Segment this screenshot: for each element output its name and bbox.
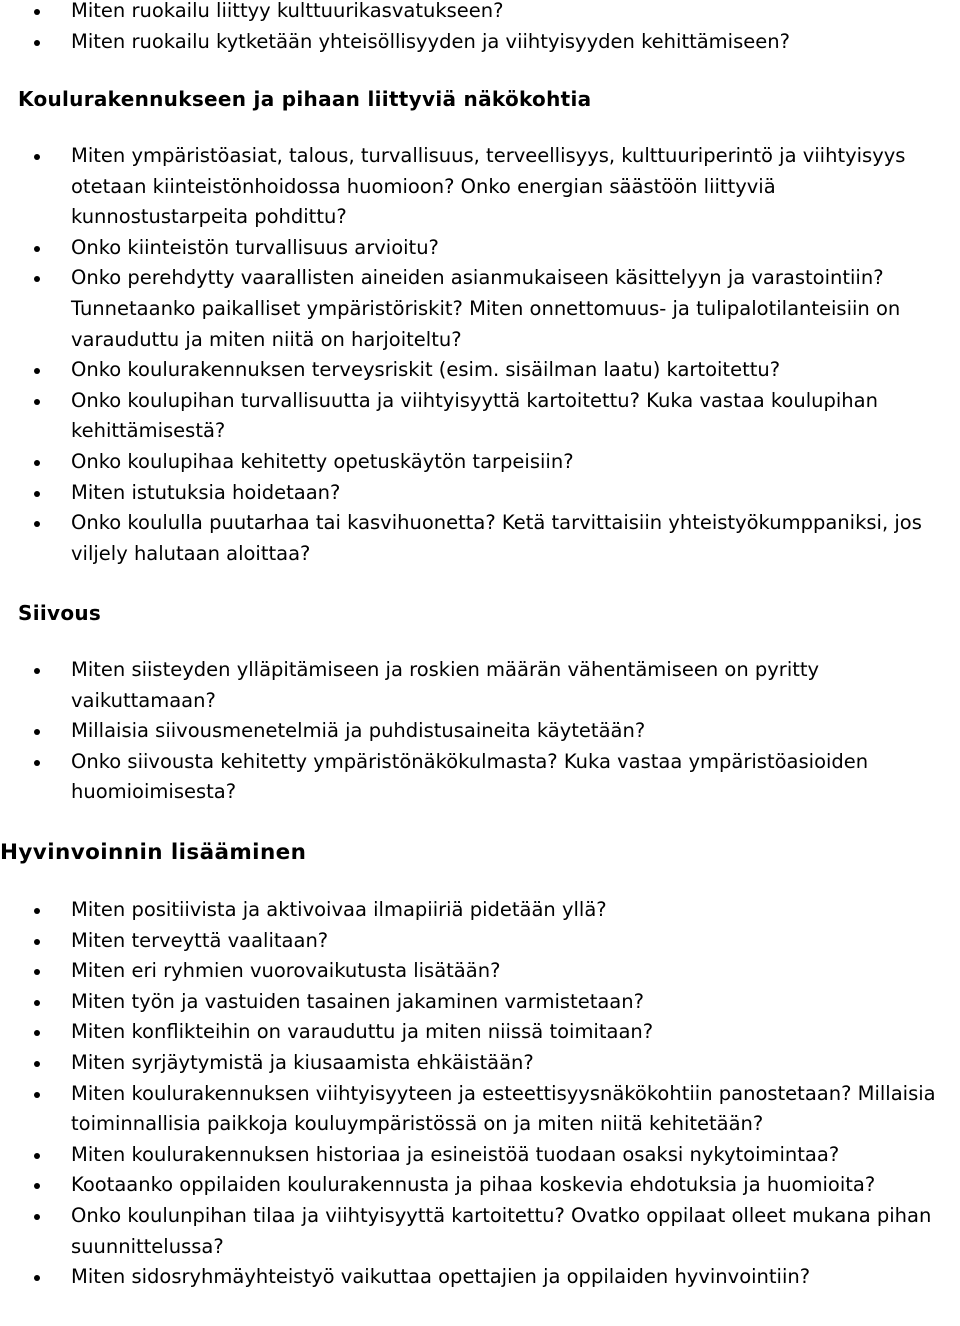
list-item-text: Kootaanko oppilaiden koulurakennusta ja pihaa koskevia ehdotuksia ja huomioita? xyxy=(71,1173,876,1197)
list-item-text: Onko koululla puutarhaa tai kasvihuonetta? Ketä tarvittaisiin yhteistyökumppaniksi, jos viljely halutaan aloittaa? xyxy=(71,511,922,565)
wellbeing-question-list xyxy=(0,895,960,1293)
list-item-text: Miten työn ja vastuiden tasainen jakaminen varmistetaan? xyxy=(71,989,644,1013)
bullet-icon xyxy=(34,399,40,405)
bullet-icon xyxy=(34,246,40,252)
list-item xyxy=(0,747,951,808)
list-item-text: Miten koulurakennuksen historiaa ja esineistöä tuodaan osaksi nykytoimintaa? xyxy=(71,1142,840,1166)
list-item-text: Millaisia siivousmenetelmiä ja puhdistusaineita käytetään? xyxy=(71,719,646,743)
bullet-icon xyxy=(34,1000,40,1006)
list-item xyxy=(0,355,951,386)
list-item xyxy=(0,987,951,1018)
list-item xyxy=(0,1140,951,1171)
list-item xyxy=(0,478,951,509)
section-heading-wellbeing: Hyvinvoinnin lisääminen xyxy=(0,840,307,865)
bullet-icon xyxy=(34,1214,40,1220)
list-item-text: Onko perehdytty vaarallisten aineiden asianmukaiseen käsittelyyn ja varastointiin? Tunnetaanko paikalliset ympäristöriskit? Miten onnettomuus- ja tulipalotilanteisiin on varauduttu ja miten niitä on harjoiteltu? xyxy=(71,266,901,351)
list-item-text: Miten syrjäytymistä ja kiusaamista ehkäistään? xyxy=(71,1050,534,1074)
bullet-icon xyxy=(34,154,40,160)
bullet-icon xyxy=(34,368,40,374)
list-item xyxy=(0,27,951,58)
list-item xyxy=(0,895,951,926)
bullet-icon xyxy=(34,908,40,914)
building-question-list xyxy=(0,141,960,569)
bullet-icon xyxy=(34,1183,40,1189)
list-item xyxy=(0,716,951,747)
list-item-text: Miten ruokailu liittyy kulttuurikasvatukseen? xyxy=(71,0,504,22)
bullet-icon xyxy=(34,668,40,674)
bullet-icon xyxy=(34,1153,40,1159)
list-item xyxy=(0,1017,951,1048)
list-item xyxy=(0,263,951,355)
list-item-text: Miten konflikteihin on varauduttu ja miten niissä toimitaan? xyxy=(71,1020,654,1044)
bullet-icon xyxy=(34,729,40,735)
bullet-icon xyxy=(34,521,40,527)
bullet-icon xyxy=(34,460,40,466)
list-item xyxy=(0,956,951,987)
list-item-text: Miten terveyttä vaalitaan? xyxy=(71,928,329,952)
list-item xyxy=(0,1170,951,1201)
bullet-icon xyxy=(34,760,40,766)
bullet-icon xyxy=(34,1030,40,1036)
list-item-text: Miten eri ryhmien vuorovaikutusta lisätään? xyxy=(71,959,501,983)
list-item xyxy=(0,447,951,478)
list-item-text: Miten siisteyden ylläpitämiseen ja roskien määrän vähentämiseen on pyritty vaikuttamaan? xyxy=(71,658,820,712)
bullet-icon xyxy=(34,9,40,15)
list-item xyxy=(0,655,951,716)
list-item-text: Miten koulurakennuksen viihtyisyyteen ja esteettisyysnäkökohtiin panostetaan? Millaisia toiminnallisia paikkoja kouluympäristössä on ja miten niitä kehitetään? xyxy=(71,1081,936,1136)
bullet-icon xyxy=(34,1061,40,1067)
list-item xyxy=(0,141,951,233)
list-item xyxy=(0,1048,951,1079)
list-item xyxy=(0,233,951,264)
list-item xyxy=(0,0,951,27)
list-item xyxy=(0,1262,951,1293)
list-item xyxy=(0,508,951,569)
list-item-text: Miten ruokailu kytketään yhteisöllisyyden ja viihtyisyyden kehittämiseen? xyxy=(71,29,790,53)
list-item-text: Miten ympäristöasiat, talous, turvallisuus, terveellisyys, kulttuuriperintö ja viihtyisyys otetaan kiinteistönhoidossa huomioon? Onko energian säästöön liittyviä kunnostustarpeita pohdittu? xyxy=(71,144,906,229)
bullet-icon xyxy=(34,969,40,975)
bullet-icon xyxy=(34,939,40,945)
section-heading-cleaning: Siivous xyxy=(18,601,102,625)
bullet-icon xyxy=(34,1275,40,1281)
list-item-text: Miten positiivista ja aktivoivaa ilmapiiriä pidetään yllä? xyxy=(71,898,607,921)
cleaning-question-list xyxy=(0,655,960,808)
list-item-text: Onko siivousta kehitetty ympäristönäkökulmasta? Kuka vastaa ympäristöasioiden huomioimisesta? xyxy=(71,749,869,804)
list-item xyxy=(0,1079,951,1140)
list-item xyxy=(0,1201,951,1262)
list-item-text: Onko koulunpihan tilaa ja viihtyisyyttä kartoitettu? Ovatko oppilaat olleet mukana pihan suunnittelussa? xyxy=(71,1203,932,1258)
list-item-text: Onko koulupihaa kehitetty opetuskäytön tarpeisiin? xyxy=(71,449,574,473)
list-item xyxy=(0,926,951,957)
list-item-text: Onko koulurakennuksen terveysriskit (esim. sisäilman laatu) kartoitettu? xyxy=(71,358,781,382)
bullet-icon xyxy=(34,276,40,282)
bullet-icon xyxy=(34,491,40,497)
top-question-list xyxy=(0,0,960,57)
list-item xyxy=(0,386,951,447)
bullet-icon xyxy=(34,40,40,46)
list-item-text: Onko koulupihan turvallisuutta ja viihtyisyyttä kartoitettu? Kuka vastaa koulupihan kehittämisestä? xyxy=(71,388,878,443)
list-item-text: Onko kiinteistön turvallisuus arvioitu? xyxy=(71,235,439,259)
list-item-text: Miten sidosryhmäyhteistyö vaikuttaa opettajien ja oppilaiden hyvinvointiin? xyxy=(71,1265,811,1289)
bullet-icon xyxy=(34,1092,40,1098)
list-item-text: Miten istutuksia hoidetaan? xyxy=(71,480,341,504)
section-heading-building: Koulurakennukseen ja pihaan liittyviä näkökohtia xyxy=(18,87,592,111)
